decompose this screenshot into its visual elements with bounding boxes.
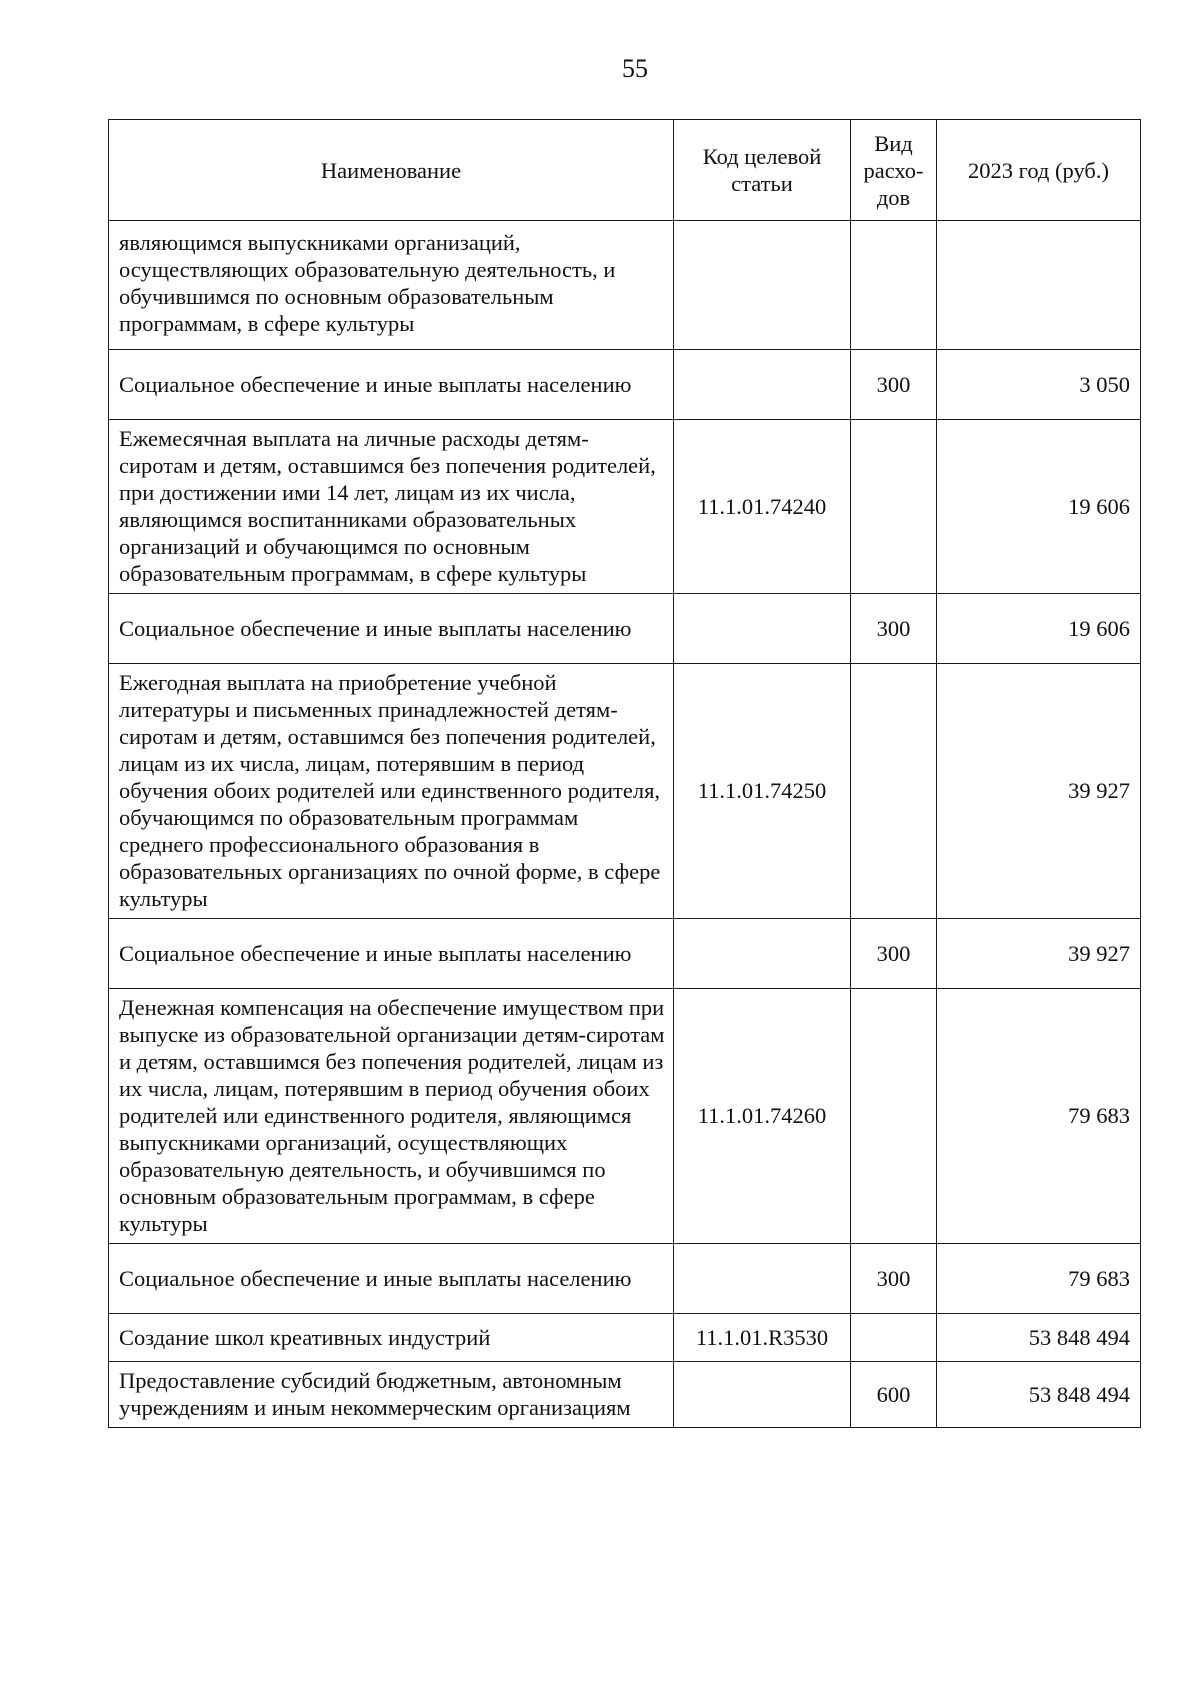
cell-kind: 600 bbox=[851, 1362, 937, 1428]
cell-name: Ежемесячная выплата на личные расходы детям-сиротам и детям, оставшимся без попечения родителей, при достижении ими 14 лет, лицам из их числа, являющимся воспитанниками образовательных организаций и обучающимся по основным образовательным программам, в сфере культуры bbox=[109, 420, 674, 594]
cell-kind bbox=[851, 664, 937, 919]
page-number: 55 bbox=[622, 54, 648, 83]
cell-kind bbox=[851, 221, 937, 350]
table-header-row bbox=[109, 120, 1141, 221]
cell-name: Социальное обеспечение и иные выплаты населению bbox=[109, 919, 674, 989]
header-kind: Вид расхо-дов bbox=[851, 120, 937, 221]
table-row bbox=[109, 1314, 1141, 1362]
cell-kind: 300 bbox=[851, 594, 937, 664]
cell-name: Социальное обеспечение и иные выплаты населению bbox=[109, 594, 674, 664]
table-row bbox=[109, 1362, 1141, 1428]
cell-code: 11.1.01.74250 bbox=[674, 664, 851, 919]
cell-code bbox=[674, 350, 851, 420]
cell-kind: 300 bbox=[851, 919, 937, 989]
cell-code bbox=[674, 221, 851, 350]
cell-name: Социальное обеспечение и иные выплаты населению bbox=[109, 1244, 674, 1314]
cell-amount: 19 606 bbox=[937, 420, 1141, 594]
cell-amount: 39 927 bbox=[937, 664, 1141, 919]
table-row bbox=[109, 221, 1141, 350]
cell-name: Предоставление субсидий бюджетным, автономным учреждениям и иным некоммерческим организациям bbox=[109, 1362, 674, 1428]
cell-name: Социальное обеспечение и иные выплаты населению bbox=[109, 350, 674, 420]
cell-amount: 3 050 bbox=[937, 350, 1141, 420]
cell-amount bbox=[937, 221, 1141, 350]
cell-kind: 300 bbox=[851, 1244, 937, 1314]
budget-table bbox=[108, 119, 1141, 1428]
header-name: Наименование bbox=[109, 120, 674, 221]
cell-code bbox=[674, 1244, 851, 1314]
table-row bbox=[109, 1244, 1141, 1314]
cell-name: Создание школ креативных индустрий bbox=[109, 1314, 674, 1362]
header-amount: 2023 год (руб.) bbox=[937, 120, 1141, 221]
cell-amount: 79 683 bbox=[937, 989, 1141, 1244]
cell-amount: 79 683 bbox=[937, 1244, 1141, 1314]
cell-code: 11.1.01.74260 bbox=[674, 989, 851, 1244]
cell-code bbox=[674, 919, 851, 989]
cell-code: 11.1.01.74240 bbox=[674, 420, 851, 594]
table-row bbox=[109, 594, 1141, 664]
cell-kind bbox=[851, 989, 937, 1244]
header-code: Код целевой статьи bbox=[674, 120, 851, 221]
cell-code: 11.1.01.R3530 bbox=[674, 1314, 851, 1362]
cell-name: Ежегодная выплата на приобретение учебной литературы и письменных принадлежностей детям-сиротам и детям, оставшимся без попечения родителей, лицам из их числа, лицам, потерявшим в период обучения обоих родителей или единственного родителя, обучающимся по образовательным программам среднего профессионального образования в образовательных организациях по очной форме, в сфере культуры bbox=[109, 664, 674, 919]
cell-amount: 19 606 bbox=[937, 594, 1141, 664]
cell-code bbox=[674, 1362, 851, 1428]
cell-name: Денежная компенсация на обеспечение имуществом при выпуске из образовательной организации детям-сиротам и детям, оставшимся без попечения родителей, лицам из их числа, лицам, потерявшим в период обучения обоих родителей или единственного родителя, являющимся выпускниками организаций, осуществляющих образовательную деятельность, и обучившимся по основным образовательным программам, в сфере культуры bbox=[109, 989, 674, 1244]
cell-kind bbox=[851, 1314, 937, 1362]
table-row bbox=[109, 919, 1141, 989]
table-row bbox=[109, 664, 1141, 919]
table-row bbox=[109, 350, 1141, 420]
cell-amount: 53 848 494 bbox=[937, 1314, 1141, 1362]
cell-kind: 300 bbox=[851, 350, 937, 420]
budget-table-container bbox=[108, 119, 1140, 1428]
cell-name: являющимся выпускниками организаций, осуществляющих образовательную деятельность, и обучившимся по основным образовательным программам, в сфере культуры bbox=[109, 221, 674, 350]
cell-code bbox=[674, 594, 851, 664]
table-row bbox=[109, 989, 1141, 1244]
cell-amount: 39 927 bbox=[937, 919, 1141, 989]
table-row bbox=[109, 420, 1141, 594]
cell-amount: 53 848 494 bbox=[937, 1362, 1141, 1428]
cell-kind bbox=[851, 420, 937, 594]
